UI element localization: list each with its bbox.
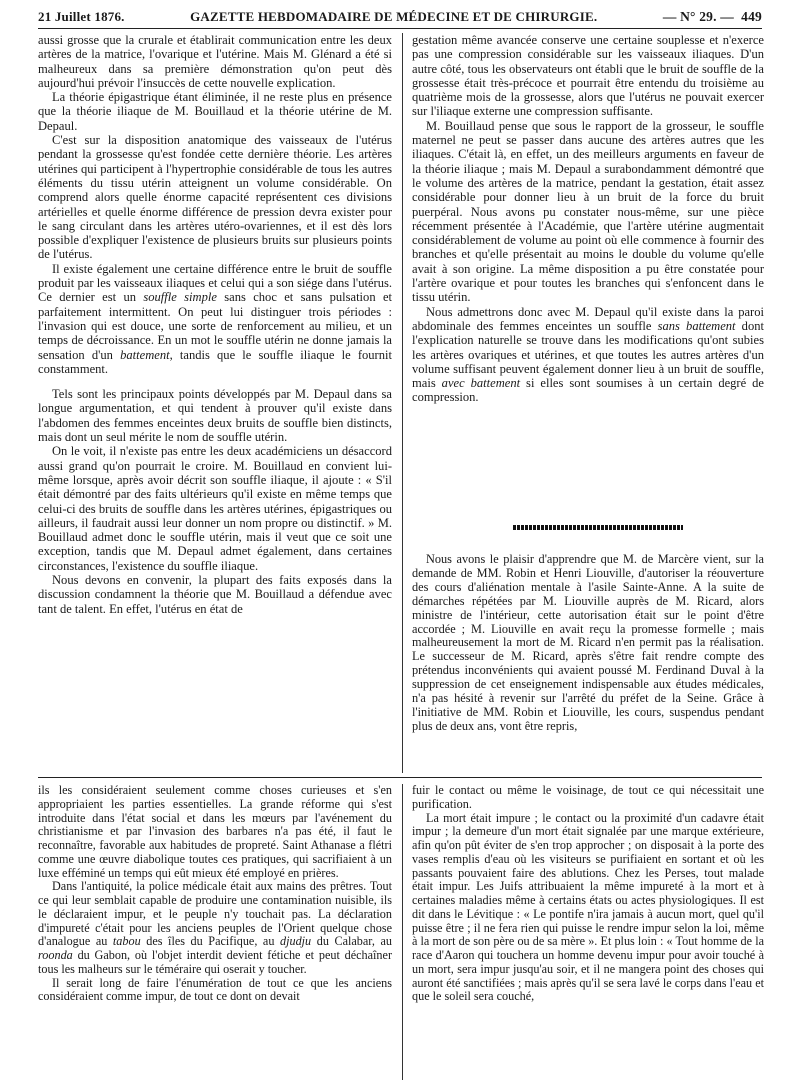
- header-title: GAZETTE HEBDOMADAIRE DE MÉDECINE ET DE CHIRURGIE.: [190, 9, 598, 24]
- header-issue: — N° 29. —: [662, 9, 734, 24]
- paragraph: Nous admettrons donc avec M. Depaul qu'il existe dans la paroi abdominale des femmes enceintes un souffle sans battement dont l'explication naturelle se trouve dans les modifications qu'ont subies les artères ovariques et utérines, et que toutes les autres artères d'un volume suffisant peuvent également donner lieu à un bruit de souffle, mais avec battement si elles sont soumises à un certain degré de compression.: [412, 304, 764, 405]
- paragraph: Tels sont les principaux points développés par M. Depaul dans sa longue argumentation, et qui tendent à prouver qu'il existe dans l'abdomen des femmes enceintes deux bruits de souffle bien distincts, mais dont un seul mérite le nom de souffle utérin.: [38, 387, 392, 445]
- paragraph: On le voit, il n'existe pas entre les deux académiciens un désaccord aussi grand qu'on pourrait le croire. M. Bouillaud en convient lui-même lorsque, après avoir décrit son souffle iliaque, il ajoute : « S'il était démontré par des faits ultérieurs qu'il existe en même temps que celui-ci des bruits de souffle dans les artères utérines, épigastriques ou ailleurs, il faudrait aussi leur donner un nom propre ou distinctif. » M. Bouillaud admet donc le souffle utérin, mais il veut que ce soit une exception, tandis que M. Depaul admet également, dans certaines circonstances, l'existence du souffle iliaque.: [38, 444, 392, 573]
- bottom-right-column: [412, 784, 764, 1004]
- paragraph: ils les considéraient seulement comme choses curieuses et s'en appropriaient les parties essentielles. La grande réforme qui s'est introduite dans l'état social et dans les mœurs par l'avénement du christianisme et par l'invasion des barbares n'a pas été, il faut le reconnaître, favorable aux habitudes de propreté. Saint Athanase a flétri comme une œuvre diabolique toutes ces pratiques, qui sacrifiaient à un luxe efféminé un temps qui eût mieux été employé en prières.: [38, 783, 392, 880]
- bottom-left-column: [38, 784, 392, 1004]
- news-column: [412, 553, 764, 734]
- header-rule: [38, 28, 762, 29]
- paragraph: La théorie épigastrique étant éliminée, il ne reste plus en présence que la théorie iliaque de M. Bouillaud et la théorie utérine de M. Depaul.: [38, 90, 392, 133]
- header-date: 21 Juillet 1876.: [38, 9, 125, 24]
- paragraph: Nous avons le plaisir d'apprendre que M. de Marcère vient, sur la demande de MM. Robin et Henri Liouville, d'autoriser la réouverture des cours d'aliénation mentale à l'asile Sainte-Anne. A la suite de démarches répétées par M. Liouville auprès de M. Ricard, alors ministre de l'intérieur, cette autorisation était sur le point d'être accordée ; M. Liouville en avait reçu la promesse formelle ; mais malheureusement la mort de M. Ricard n'en permit pas la réalisation. Le successeur de M. Ricard, après s'être fait rendre compte des prétendus inconvénients qui avaient poussé M. Ferdinand Duval à la suppression de cet enseignement indispensable aux études médicales, n'a pas hésité à revenir sur l'arrêté du préfet de la Seine. Grâce à l'initiative de MM. Robin et Liouville, les cours, suspendus pendant plus de deux ans, vont être repris,: [412, 552, 764, 733]
- paragraph: Il existe également une certaine différence entre le bruit de souffle produit par les vaisseaux iliaques et celui qui a son siége dans l'utérus. Ce dernier est un souffle simple sans choc et sans pulsation et parfaitement intermittent. On peut lui distinguer trois périodes : l'invasion qui est douce, une sorte de renforcement au milieu, et un temps de décroissance. En un mot le souffle utérin ne donne jamais la sensation d'un battement, tandis que le souffle iliaque le fournit constamment.: [38, 261, 392, 376]
- paragraph: Il serait long de faire l'énumération de tout ce que les anciens considéraient comme impur, de tout ce dont on devait: [38, 975, 392, 1004]
- section-rule: [38, 777, 762, 778]
- paragraph: La mort était impure ; le contact ou la proximité d'un cadavre était impur ; la demeure d'un mort était signalée par une marque extérieure, afin qu'on pût éviter de s'en trop approcher ; on disposait à la porte des vases remplis d'eau où les visiteurs se purifiaient en sortant et où les passants pouvaient faire des ablutions. Chez les Perses, tout malade était impur. Les Juifs attribuaient la même impureté à la mort et à certaines maladies même à certains états ou actes physiologiques. Il est dit dans le Lévitique : « Le pontife n'ira jamais à aucun mort, quel qu'il puisse être ; il ne fera rien qui puisse le rendre impur selon la loi, même à la mort de son père ou de sa mère ». Et plus loin : « Tout homme de la race d'Aaron qui touchera un homme devenu impur pour avoir touché à un mort, sera impur jusqu'au soir, et il ne mangera point des choses qui auront été sanctifiées ; mais après qu'il se sera lavé le corps dans l'eau et que le soleil sera couché,: [412, 810, 764, 1004]
- column-divider: [402, 784, 403, 1080]
- top-left-column: [38, 33, 392, 616]
- header-issue-page: [663, 9, 762, 25]
- top-right-column: [412, 33, 764, 405]
- paragraph: Nous devons en convenir, la plupart des faits exposés dans la discussion condamnent la théorie que M. Bouillaud a défendue avec tant de talent. En effet, l'utérus en état de: [38, 572, 392, 616]
- paragraph: C'est sur la disposition anatomique des vaisseaux de l'utérus pendant la grossesse qu'est fondée cette dernière théorie. Les artères utérines qui participent à l'hypertrophie considérable de tous les autres éléments du tissu utérin atteignent un volume considérable. On comprend alors quelle énorme capacité représentent ces divisions artérielles et quelle énorme différence de pression devra exister pour le sang circulant dans les artères utéro-ovariennes, et il est dès lors possible d'expliquer l'existence de plusieurs bruits sur plusieurs points de l'utérus.: [38, 133, 392, 262]
- paragraph: fuir le contact ou même le voisinage, de tout ce qui nécessitait une purification.: [412, 783, 764, 811]
- paragraph: aussi grosse que la crurale et établirait communication entre les deux artères de la matrice, l'ovarique et l'utérine. Mais M. Glénard a été si malheureux dans sa première démonstration qu'on peut dès aujourd'hui prévoir l'insuccès de cette nouvelle explication.: [38, 33, 392, 90]
- running-header: [38, 6, 762, 28]
- paragraph: M. Bouillaud pense que sous le rapport de la grosseur, le souffle maternel ne peut se passer dans aucune des artères autres que les iliaques. C'était là, en effet, un des meilleurs arguments en faveur de la théorie iliaque ; mais M. Depaul a surabondamment démontré que le volume des artères de la matrice, pendant la gestation, était assez considérable pour donner lieu à un bruit de la force du bruit puerpéral. Nous avons pu constater nous-même, sur une pièce récemment présentée à l'Académie, que l'artère utérine augmentait considérablement de volume au point où elle commence à fournir des branches et qu'elle présentait au moins le double du volume qu'elle avait à son origine. La même disposition a pu être constatée pour l'artère ovarique et pour toutes les branches qui s'enfoncent dans le tissu utérin.: [412, 118, 764, 305]
- paragraph: Dans l'antiquité, la police médicale était aux mains des prêtres. Tout ce qui leur semblait capable de produire une contamination nuisible, ils le déclaraient impur, et le peuple n'y touchait pas. La déclaration d'impureté c'était pour les anciens peuples de l'Orient quelque chose d'analogue au tabou des îles du Pacifique, au djudju du Calabar, au roonda du Gabon, où l'objet interdit devient fétiche et peut déchaîner tous les malheurs sur le téméraire qui oserait y toucher.: [38, 879, 392, 976]
- section-ornament-rule: [513, 525, 683, 530]
- paragraph: gestation même avancée conserve une certaine souplesse et n'exerce pas une compression considérable sur les vaisseaux iliaques. D'un autre côté, tous les observateurs ont établi que le bruit de souffle de la grossesse était très-précoce et pourrait être entendu du troisième au quatrième mois de la grossesse, alors que l'utérus ne pouvait exercer sur l'iliaque externe une compression suffisante.: [412, 33, 764, 119]
- header-page-number: 449: [741, 9, 762, 24]
- column-divider: [402, 33, 403, 773]
